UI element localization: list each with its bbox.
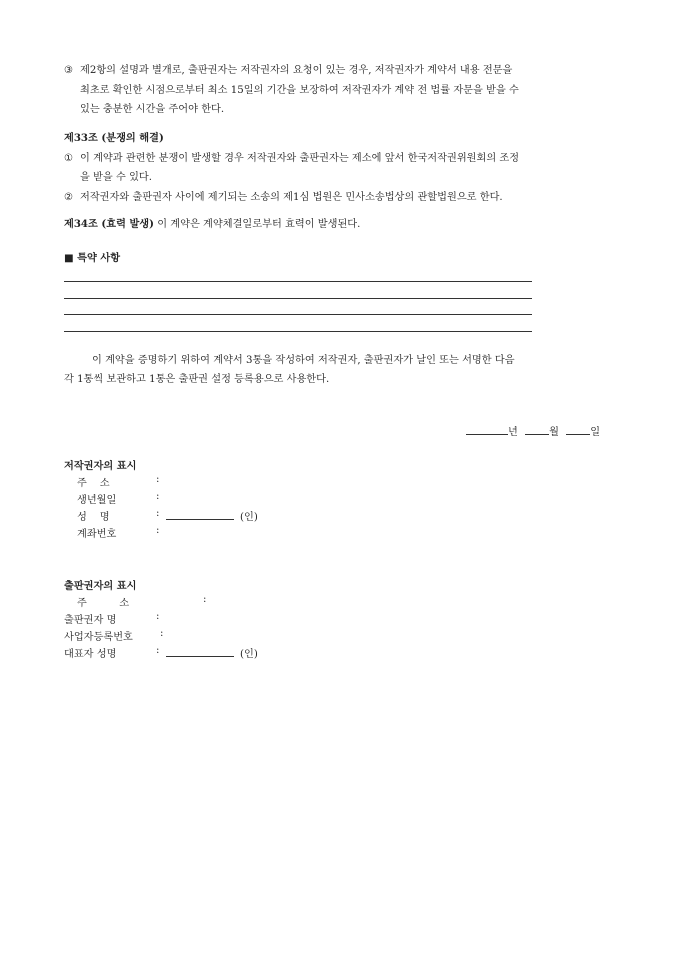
special-terms-line[interactable] [64, 281, 532, 282]
article-33-item-1-line-1: 이 계약과 관련한 분쟁이 발생할 경우 저작권자와 출판권자는 제소에 앞서 한국저작권위원회의 조정 [80, 152, 520, 164]
closing-statement [64, 351, 616, 389]
publisher-name-label: 출판권자 명 [64, 615, 117, 626]
publisher-rep-colon: : [156, 645, 160, 656]
special-terms-title: ■ 특약 사항 [64, 252, 121, 264]
author-account-colon: : [156, 525, 160, 536]
contract-date [466, 423, 600, 438]
article-33-title: 제33조 (분쟁의 해결) [64, 132, 164, 144]
special-terms-line[interactable] [64, 331, 532, 332]
publisher-address-colon: : [203, 594, 207, 605]
closing-line-1: 이 계약을 증명하기 위하여 계약서 3통을 작성하여 저작권자, 출판권자가 날인 또는 서명한 다음 [92, 355, 515, 366]
publisher-biz-colon: : [160, 628, 164, 639]
month-field[interactable] [525, 423, 549, 435]
author-birth-label: 생년월일 [77, 495, 117, 506]
day-field[interactable] [566, 423, 590, 435]
publisher-biz-label: 사업자등록번호 [64, 632, 133, 643]
special-terms-line[interactable] [64, 314, 532, 315]
author-section-title: 저작권자의 표시 [64, 460, 137, 472]
author-name-label: 성 명 [77, 512, 110, 523]
author-address-colon: : [156, 474, 160, 485]
article-33-item-1-line-2: 을 받을 수 있다. [80, 172, 152, 183]
clause-3-line-2: 최초로 확인한 시점으로부터 최소 15일의 기간을 보장하여 저작권자가 계약 전 법률 자문을 받을 수 [80, 84, 519, 96]
article-34-title: 제34조 (효력 발생) [64, 218, 154, 230]
publisher-rep-field[interactable] [166, 645, 234, 657]
author-account-label: 계좌번호 [77, 529, 117, 540]
article-34-text: 이 계약은 계약체결일로부터 효력이 발생된다. [157, 219, 361, 230]
publisher-name-colon: : [156, 611, 160, 622]
author-name-field[interactable] [166, 508, 234, 520]
article-33-item-1-number: ① [64, 152, 74, 164]
author-seal: (인) [240, 512, 258, 523]
clause-3-line-3: 있는 충분한 시간을 주어야 한다. [80, 104, 225, 115]
day-label: 일 [590, 427, 601, 438]
closing-line-2: 각 1통씩 보관하고 1통은 출판권 설정 등록용으로 사용한다. [64, 374, 330, 385]
article-33 [64, 129, 616, 207]
month-label: 월 [549, 427, 559, 438]
publisher-address-label: 주 소 [77, 598, 130, 609]
clause-3-number: ③ [64, 65, 74, 76]
article-34 [64, 215, 616, 235]
publisher-section-title: 출판권자의 표시 [64, 580, 137, 592]
publisher-rep-label: 대표자 성명 [64, 649, 117, 660]
year-label: 년 [508, 427, 518, 438]
publisher-seal: (인) [240, 649, 258, 660]
article-33-item-2-text: 저작권자와 출판권자 사이에 제기되는 소송의 제1심 법원은 민사소송법상의 관할법원으로 한다. [80, 191, 503, 203]
author-birth-colon: : [156, 491, 160, 502]
year-field[interactable] [466, 423, 508, 435]
clause-3 [64, 61, 616, 120]
author-name-colon: : [156, 508, 160, 519]
article-33-item-2-number: ② [64, 191, 74, 203]
author-address-label: 주 소 [77, 478, 110, 489]
clause-3-line-1: 제2항의 설명과 별개로, 출판권자는 저작권자의 요청이 있는 경우, 저작권자가 계약서 내용 전문을 [80, 65, 513, 76]
special-terms-line[interactable] [64, 298, 532, 299]
